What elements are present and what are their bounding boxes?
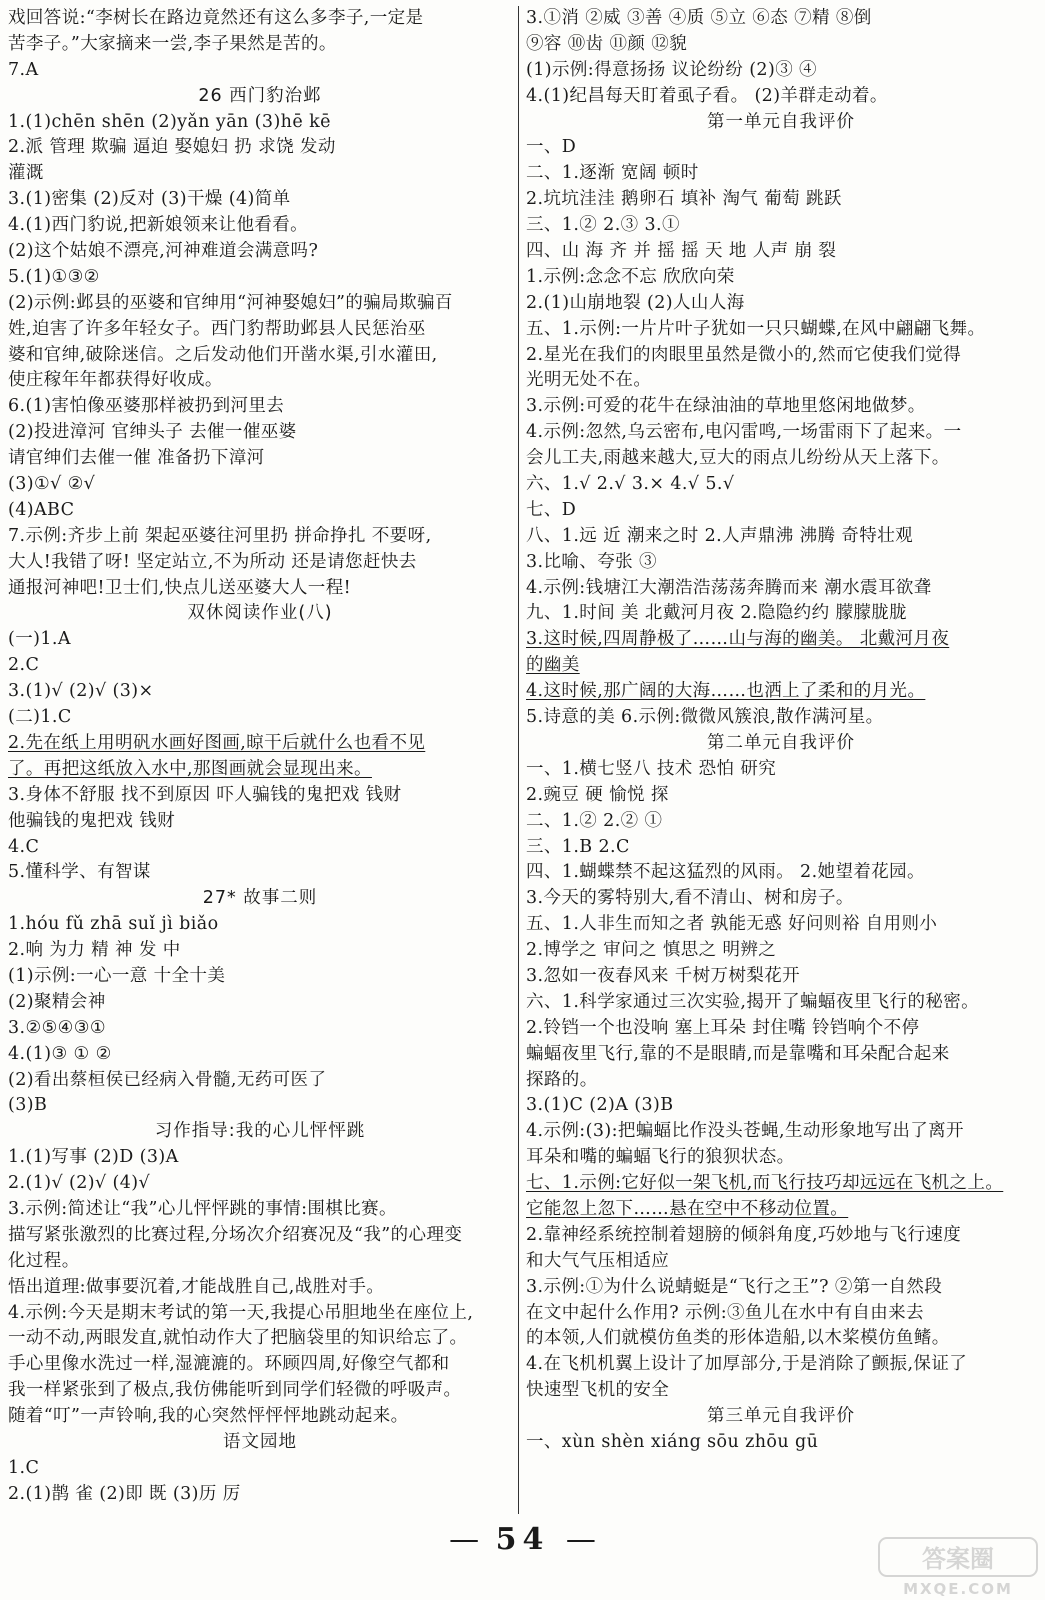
answer-line: 的本领,人们就模仿鱼类的形体造船,以木桨模仿鱼鳍。 <box>526 1328 950 1349</box>
answer-line: 3.身体不舒服 找不到原因 吓人骗钱的鬼把戏 钱财 <box>8 784 402 805</box>
answer-line: 3.示例:①为什么说蜻蜓是“飞行之王”? ②第一自然段 <box>526 1276 943 1297</box>
right-column <box>526 6 1036 1516</box>
answer-line: 会儿工夫,雨越来越大,豆大的雨点儿纷纷从天上落下。 <box>526 448 950 469</box>
answer-line: 四、1.蝴蝶禁不起这猛烈的风雨。 2.她望着花园。 <box>526 862 925 883</box>
answer-line: 九、1.时间 美 北戴河月夜 2.隐隐约约 朦朦胧胧 <box>526 603 908 624</box>
answer-line: 手心里像水洗过一样,湿漉漉的。环顾四周,好像空气都和 <box>8 1354 450 1375</box>
answer-line: 它能忽上忽下……悬在空中不移动位置。 <box>526 1198 849 1219</box>
section-heading: 习作指导:我的心儿怦怦跳 <box>154 1121 366 1142</box>
footer-dash-right: — <box>565 1522 596 1557</box>
watermark-bottom-text: MXQE.COM <box>903 1580 1013 1598</box>
answer-line: 四、山 海 齐 并 摇 摇 天 地 人声 崩 裂 <box>526 241 837 262</box>
answer-line: 八、1.远 近 潮来之时 2.人声鼎沸 沸腾 奇特壮观 <box>526 525 914 546</box>
answer-line: 2.C <box>8 655 40 676</box>
answer-line: 2.博学之 审问之 慎思之 明辨之 <box>526 940 777 961</box>
answer-line: 7.A <box>8 59 39 80</box>
answer-line: 4.C <box>8 836 40 857</box>
answer-line: 戏回答说:“李树长在路边竟然还有这么多李子,一定是 <box>8 8 424 28</box>
answer-line: 我一样紧张到了极点,我仿佛能听到同学们轻微的呼吸声。 <box>8 1380 462 1401</box>
answer-line: 1.(1)写事 (2)D (3)A <box>8 1147 179 1168</box>
answer-line: 3.比喻、夸张 ③ <box>526 551 657 572</box>
answer-line: 4.示例:钱塘江大潮浩浩荡荡奔腾而来 潮水震耳欲聋 <box>526 577 932 598</box>
answer-line: 5.诗意的美 6.示例:微微风簇浪,散作满河星。 <box>526 707 884 728</box>
answer-line: 6.(1)害怕像巫婆那样被扔到河里去 <box>8 396 285 417</box>
answer-line: 五、1.人非生而知之者 孰能无惑 好问则裕 自用则小 <box>526 914 938 935</box>
answer-line: 三、1.B 2.C <box>526 836 630 857</box>
answer-line: 3.这时候,四周静极了……山与海的幽美。 北戴河月夜 <box>526 629 950 650</box>
answer-line: 姓,迫害了许多年轻女子。西门豹帮助邺县人民惩治巫 <box>8 318 426 339</box>
answer-line: 在文中起什么作用? 示例:③鱼儿在水中有自由来去 <box>526 1302 924 1323</box>
answer-line: 2.铃铛一个也没响 塞上耳朵 封住嘴 铃铛响个不停 <box>526 1017 920 1038</box>
section-heading: 第二单元自我评价 <box>707 732 855 753</box>
answer-line: 1.(1)chēn shēn (2)yǎn yān (3)hē kē <box>8 111 331 132</box>
answer-line: 2.星光在我们的肉眼里虽然是微小的,然而它使我们觉得 <box>526 344 962 365</box>
answer-line: (3)①√ ②√ <box>8 474 96 495</box>
answer-line: 7.示例:齐步上前 架起巫婆往河里扔 拼命挣扎 不要呀, <box>8 525 432 546</box>
left-column <box>8 6 512 1516</box>
answer-line: 六、1.√ 2.√ 3.× 4.√ 5.√ <box>526 474 735 495</box>
answer-line: 灌溉 <box>8 163 44 184</box>
answer-line: 2.先在纸上用明矾水画好图画,晾干后就什么也看不见 <box>8 732 426 753</box>
answer-line: 3.今天的雾特别大,看不清山、树和房子。 <box>526 888 854 909</box>
answer-line: (1)示例:一心一意 十全十美 <box>8 965 226 986</box>
answer-line: 二、1.② 2.② ① <box>526 810 663 831</box>
answer-line: 苦李子。”大家摘来一尝,李子果然是苦的。 <box>8 33 337 54</box>
answer-line: 婆和官绅,破除迷信。之后发动他们开凿水渠,引水灌田, <box>8 344 438 365</box>
answer-line: (2)看出蔡桓侯已经病入骨髓,无药可医了 <box>8 1069 327 1090</box>
answer-line: 3.②⑤④③① <box>8 1017 106 1038</box>
answer-line: 2.豌豆 硬 愉悦 探 <box>526 784 669 805</box>
answer-line: 二、1.逐渐 宽阔 顿时 <box>526 163 699 184</box>
answer-line: 蝙蝠夜里飞行,靠的不是眼睛,而是靠嘴和耳朵配合起来 <box>526 1043 950 1064</box>
answer-line: 了。再把这纸放入水中,那图画就会显现出来。 <box>8 758 372 779</box>
answer-line: 2.响 为力 精 神 发 中 <box>8 940 181 961</box>
answer-line: 和大气气压相适应 <box>526 1250 670 1271</box>
answer-line: 使庄稼年年都获得好收成。 <box>8 370 223 391</box>
answer-line: (2)投进漳河 官绅头子 去催一催巫婆 <box>8 422 297 443</box>
answer-line: 六、1.科学家通过三次实验,揭开了蝙蝠夜里飞行的秘密。 <box>526 991 980 1012</box>
answer-line: 他骗钱的鬼把戏 钱财 <box>8 810 176 831</box>
page-number: 54 <box>495 1522 550 1557</box>
answer-line: 请官绅们去催一催 准备扔下漳河 <box>8 448 265 469</box>
answer-line: 3.(1)密集 (2)反对 (3)干燥 (4)简单 <box>8 189 291 210</box>
answer-line: 一、D <box>526 137 577 158</box>
answer-line: 2.(1)山崩地裂 (2)人山人海 <box>526 292 745 313</box>
answer-line: 随着“叮”一声铃响,我的心突然怦怦怦地跳动起来。 <box>8 1406 409 1427</box>
answer-line: 通报河神吧!卫士们,快点儿送巫婆大人一程! <box>8 577 352 598</box>
answer-line: 1.示例:念念不忘 欣欣向荣 <box>526 266 735 287</box>
answer-line: (二)1.C <box>8 707 72 728</box>
answer-line: 1.C <box>8 1457 40 1478</box>
section-heading: 语文园地 <box>223 1431 297 1452</box>
answer-line: (2)示例:邺县的巫婆和官绅用“河神娶媳妇”的骗局欺骗百 <box>8 292 453 313</box>
answer-line: 2.坑坑洼洼 鹅卵石 填补 淘气 葡萄 跳跃 <box>526 189 842 210</box>
answer-line: 3.(1)C (2)A (3)B <box>526 1095 674 1116</box>
answer-line: 3.示例:简述让“我”心儿怦怦跳的事情:围棋比赛。 <box>8 1198 397 1219</box>
answer-line: 2.(1)鹊 雀 (2)即 既 (3)历 厉 <box>8 1483 241 1504</box>
answer-line: 4.(1)③ ① ② <box>8 1043 112 1064</box>
answer-line: 2.(1)√ (2)√ (4)√ <box>8 1173 151 1194</box>
answer-line: 化过程。 <box>8 1250 80 1271</box>
section-heading: 27* 故事二则 <box>202 888 318 909</box>
answer-line: 描写紧张激烈的比赛过程,分场次介绍赛况及“我”的心理变 <box>8 1224 463 1245</box>
answer-line: (3)B <box>8 1095 48 1116</box>
answer-line: 4.示例:(3):把蝙蝠比作没头苍蝇,生动形象地写出了离开 <box>526 1121 964 1142</box>
answer-line: 七、D <box>526 499 577 520</box>
answer-line: 5.懂科学、有智谋 <box>8 862 151 883</box>
answer-line: 4.示例:忽然,乌云密布,电闪雷鸣,一场雷雨下了起来。一 <box>526 422 962 443</box>
answer-line: 4.(1)西门豹说,把新娘领来让他看看。 <box>8 215 309 236</box>
answer-line: (1)示例:得意扬扬 议论纷纷 (2)③ ④ <box>526 59 817 80</box>
answer-line: 1.hóu fǔ zhā suǐ jì biǎo <box>8 914 219 935</box>
answer-line: 4.示例:今天是期末考试的第一天,我提心吊胆地坐在座位上, <box>8 1302 474 1323</box>
answer-line: 4.这时候,那广阔的大海……也洒上了柔和的月光。 <box>526 681 926 702</box>
answer-line: 的幽美 <box>526 655 580 676</box>
section-heading: 第三单元自我评价 <box>707 1406 855 1427</box>
answer-line: (2)聚精会神 <box>8 991 106 1012</box>
answer-line: 3.示例:可爱的花牛在绿油油的草地里悠闲地做梦。 <box>526 396 926 417</box>
answer-line: 悟出道理:做事要沉着,才能战胜自己,战胜对手。 <box>8 1276 385 1297</box>
answer-line: 光明无处不在。 <box>526 370 652 391</box>
answer-line: 4.(1)纪昌每天盯着虱子看。 (2)羊群走动着。 <box>526 85 888 106</box>
footer-dash-left: — <box>449 1522 480 1557</box>
section-heading: 26 西门豹治邺 <box>198 85 322 106</box>
watermark-logo <box>877 1536 1039 1598</box>
answer-line: (一)1.A <box>8 629 71 650</box>
answer-line: (4)ABC <box>8 499 75 520</box>
answer-line: ⑨容 ⑩齿 ⑪颜 ⑫貌 <box>526 33 688 54</box>
answer-line: 一、xùn shèn xiáng sōu zhōu gū <box>526 1431 819 1452</box>
answer-line: (2)这个姑娘不漂亮,河神难道会满意吗? <box>8 241 319 262</box>
answer-line: 5.(1)①③② <box>8 266 100 287</box>
answer-line: 3.①消 ②威 ③善 ④质 ⑤立 ⑥态 ⑦精 ⑧倒 <box>526 8 872 28</box>
answer-line: 五、1.示例:一片片叶子犹如一只只蝴蝶,在风中翩翩飞舞。 <box>526 318 986 339</box>
answer-line: 七、1.示例:它好似一架飞机,而飞行技巧却远远在飞机之上。 <box>526 1173 1004 1194</box>
answer-line: 2.靠神经系统控制着翅膀的倾斜角度,巧妙地与飞行速度 <box>526 1224 962 1245</box>
answer-line: 大人!我错了呀! 坚定站立,不为所动 还是请您赶快去 <box>8 551 417 572</box>
section-heading: 双休阅读作业(八) <box>187 603 333 624</box>
answer-line: 3.(1)√ (2)√ (3)× <box>8 681 154 702</box>
section-heading: 第一单元自我评价 <box>707 111 855 132</box>
answer-line: 三、1.② 2.③ 3.① <box>526 215 680 236</box>
answer-line: 快速型飞机的安全 <box>526 1380 670 1401</box>
answer-line: 一动不动,两眼发直,就怕动作大了把脑袋里的知识给忘了。 <box>8 1328 468 1349</box>
watermark-top-text: 答案圈 <box>922 1545 994 1573</box>
answer-line: 一、1.横七竖八 技术 恐怕 研究 <box>526 758 777 779</box>
answer-line: 4.在飞机机翼上设计了加厚部分,于是消除了颤振,保证了 <box>526 1354 968 1375</box>
column-divider <box>518 6 519 1514</box>
answer-line: 探路的。 <box>526 1069 598 1090</box>
answer-line: 2.派 管理 欺骗 逼迫 娶媳妇 扔 求饶 发动 <box>8 137 336 158</box>
answer-line: 耳朵和嘴的蝙蝠飞行的狼狈状态。 <box>526 1147 795 1168</box>
answer-line: 3.忽如一夜春风来 千树万树梨花开 <box>526 965 801 986</box>
